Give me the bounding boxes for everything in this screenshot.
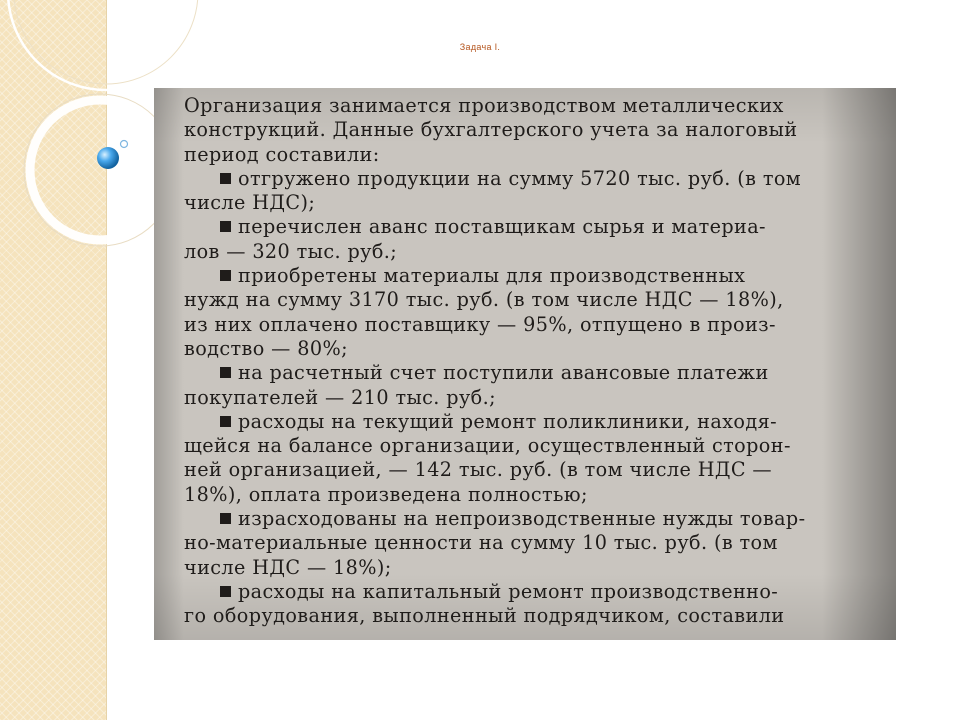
square-bullet-icon <box>220 416 231 427</box>
left-decorative-band <box>0 0 107 720</box>
slide-title: Задача I. <box>459 42 501 52</box>
scan-line <box>184 483 884 507</box>
scan-line-text: расходы на капитальный ремонт производственно- <box>238 579 779 603</box>
small-orb <box>121 141 128 148</box>
scan-line-text: ней организацией, — 142 тыс. руб. (в том числе НДС — <box>184 458 773 482</box>
scan-line <box>184 191 884 215</box>
scan-line <box>184 118 884 142</box>
scan-line <box>184 434 884 458</box>
scan-line-text: на расчетный счет поступили авансовые платежи <box>238 361 769 385</box>
scan-text-block <box>184 94 884 629</box>
square-bullet-icon <box>220 513 231 524</box>
scan-line-text: Организация занимается производством металлических <box>184 94 784 117</box>
scan-line-text: водство — 80%; <box>184 336 348 360</box>
scanned-text-image <box>154 88 896 640</box>
scan-line <box>184 580 884 604</box>
scan-line-text: из них оплачено поставщику — 95%, отпущено в произ- <box>184 312 776 336</box>
scan-line <box>184 361 884 385</box>
scan-line-text: период составили: <box>184 142 380 166</box>
scan-line <box>184 240 884 264</box>
scan-line-text: лов — 320 тыс. руб.; <box>184 239 398 263</box>
scan-line <box>184 143 884 167</box>
scan-line <box>184 215 884 239</box>
scan-line-text: числе НДС — 18%); <box>184 555 392 579</box>
square-bullet-icon <box>220 173 231 184</box>
scan-line-text: приобретены материалы для производственных <box>238 264 746 288</box>
scan-line-text: перечислен аванс поставщикам сырья и материа- <box>238 215 766 239</box>
scan-line-text: расходы на текущий ремонт поликлиники, находя- <box>238 409 777 433</box>
square-bullet-icon <box>220 367 231 378</box>
scan-line <box>184 337 884 361</box>
square-bullet-icon <box>220 270 231 281</box>
scan-line <box>184 167 884 191</box>
scan-line-text: отгружено продукции на сумму 5720 тыс. руб. (в том <box>238 166 802 190</box>
scan-line-text: покупателей — 210 тыс. руб.; <box>184 385 496 409</box>
scan-line-text: нужд на сумму 3170 тыс. руб. (в том числе НДС — 18%), <box>184 288 784 312</box>
scan-line-text: числе НДС); <box>184 191 316 215</box>
scan-line <box>184 604 884 628</box>
scan-line-text: израсходованы на непроизводственные нужды товар- <box>238 507 806 531</box>
scan-line <box>184 556 884 580</box>
scan-line-text: 18%), оплата произведена полностью; <box>184 482 588 506</box>
scan-line-text: щейся на балансе организации, осуществленный сторон- <box>184 434 791 458</box>
square-bullet-icon <box>220 221 231 232</box>
scan-line-text: конструкций. Данные бухгалтерского учета за налоговый <box>184 118 798 142</box>
scan-line <box>184 288 884 312</box>
scan-line <box>184 94 884 118</box>
scan-line <box>184 531 884 555</box>
scan-line <box>184 458 884 482</box>
scan-line <box>184 386 884 410</box>
scan-line <box>184 264 884 288</box>
scan-line-text: го оборудования, выполненный подрядчиком, составили <box>184 604 785 628</box>
scan-line <box>184 313 884 337</box>
scan-line <box>184 507 884 531</box>
square-bullet-icon <box>220 586 231 597</box>
scan-line-text: но-материальные ценности на сумму 10 тыс. руб. (в том <box>184 531 778 555</box>
scan-line <box>184 410 884 434</box>
